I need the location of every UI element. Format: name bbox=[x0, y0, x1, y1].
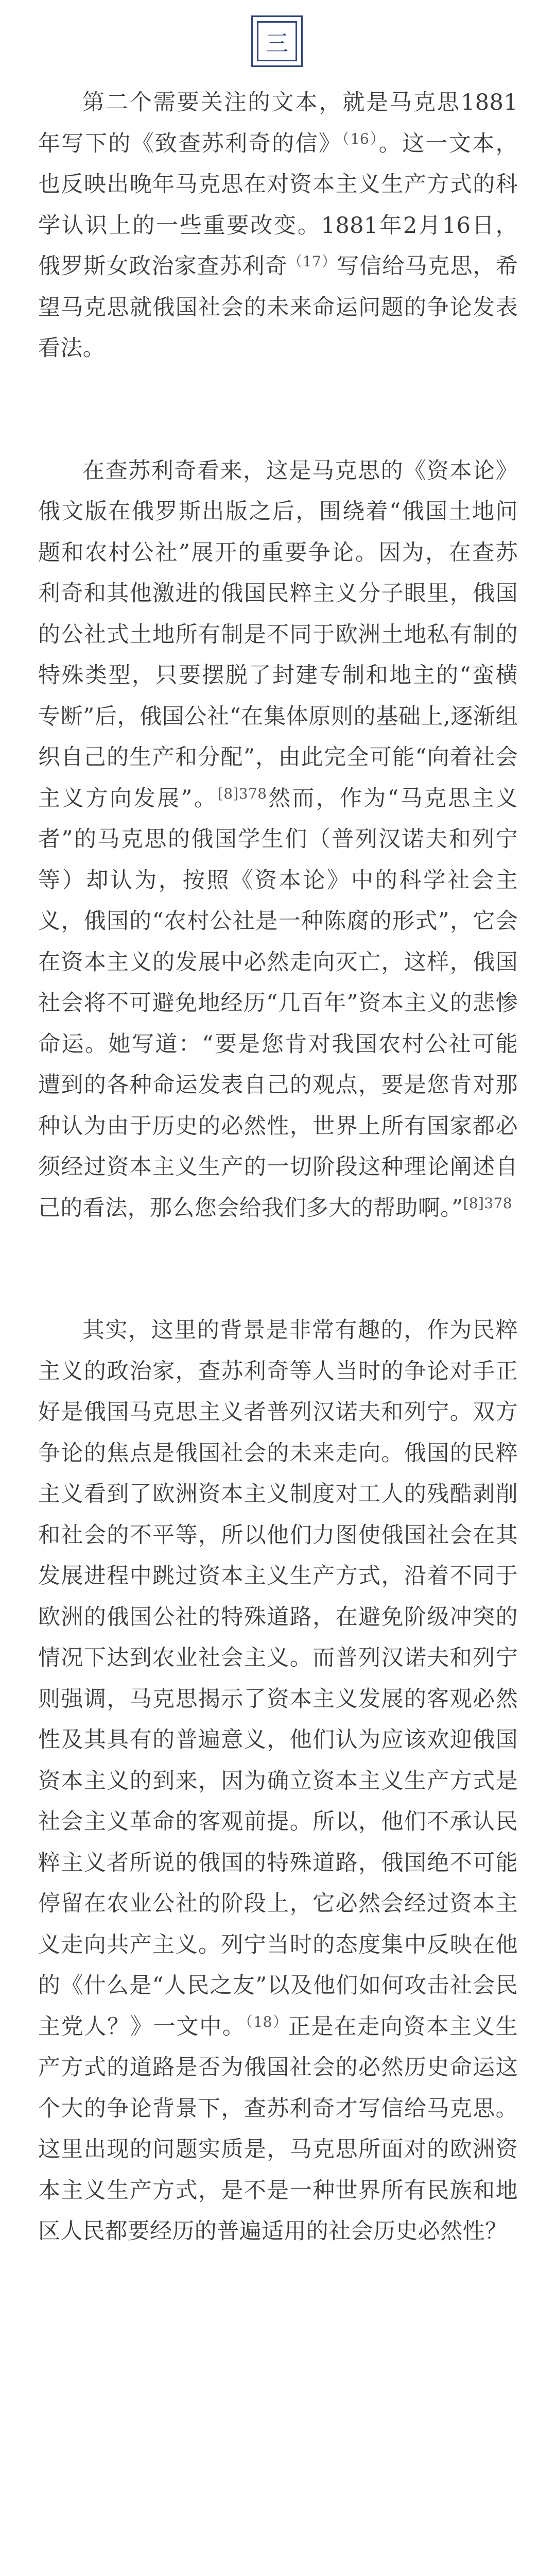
citation-marker: [8]378 bbox=[463, 1194, 512, 1212]
citation-marker: （18） bbox=[245, 2013, 288, 2030]
article-body bbox=[38, 82, 518, 2252]
citation-marker: （16） bbox=[342, 130, 379, 147]
paragraph-text: 然而，作为“马克思主义者”的马克思的俄国学生们（普列汉诺夫和列宁等）却认为，按照《资本论》中的科学社会主义，俄国的“农村公社是一种陈腐的形式”，它会在资本主义的发展中必然走向灭亡，这样，俄国社会将不可避免地经历“几百年”资本主义的悲惨命运。她写道：“要是您肯对我国农村公社可能遭到的各种命运发表自己的观点，要是您肯对那种认为由于历史的必然性，世界上所有国家都必须经过资本主义生产的一切阶段这种理论阐述自己的看法，那么您会给我们多大的帮助啊。” bbox=[38, 785, 518, 1221]
citation-marker: （17） bbox=[287, 253, 337, 270]
paragraph-text: 正是在走向资本主义生产方式的道路是否为俄国社会的必然历史命运这个大的争论背景下，查苏利奇才写信给马克思。这里出现的问题实质是，马克思所面对的欧洲资本主义生产方式，是不是一种世界所有民族和地区人民都要经历的普遍适用的社会历史必然性？ bbox=[38, 2013, 518, 2244]
citation-marker: [8]378 bbox=[217, 785, 267, 802]
paragraph-text: 其实，这里的背景是非常有趣的，作为民粹主义的政治家，查苏利奇等人当时的争论对手正好是俄国马克思主义者普列汉诺夫和列宁。双方争论的焦点是俄国社会的未来走向。俄国的民粹主义看到了欧洲资本主义制度对工人的残酷剥削和社会的不平等，所以他们力图使俄国社会在其发展进程中跳过资本主义生产方式，沿着不同于欧洲的俄国公社的特殊道路，在避免阶级冲突的情况下达到农业社会主义。而普列汉诺夫和列宁则强调，马克思揭示了资本主义发展的客观必然性及其具有的普遍意义，他们认为应该欢迎俄国资本主义的到来，因为确立资本主义生产方式是社会主义革命的客观前提。所以，他们不承认民粹主义者所说的俄国的特殊道路，俄国绝不可能停留在农业公社的阶段上，它必然会经过资本主义走向共产主义。列宁当时的态度集中反映在他的《什么是“人民之友”以及他们如何攻击社会民主党人？》一文中。 bbox=[38, 1317, 518, 2040]
paragraph-text: 。这一文本，也反映出晚年马克思在对资本主义生产方式的科学认识上的一些重要改变。1881年2月16日，俄罗斯女政治家查苏利奇 bbox=[38, 130, 518, 279]
paragraph-text: 写信给马克思，希望马克思就俄国社会的未来命运问题的争论发表看法。 bbox=[38, 253, 518, 361]
paragraph-text: 第二个需要关注的文本，就是马克思1881年写下的《致查苏利奇的信》 bbox=[38, 90, 518, 157]
paragraph-text: 在查苏利奇看来，这是马克思的《资本论》俄文版在俄罗斯出版之后，围绕着“俄国土地问题和农村公社”展开的重要争论。因为，在查苏利奇和其他激进的俄国民粹主义分子眼里，俄国的公社式土地所有制是不同于欧洲土地私有制的特殊类型，只要摆脱了封建专制和地主的“蛮横专断”后，俄国公社“在集体原则的基础上,逐渐组织自己的生产和分配”，由此完全可能“向着社会主义方向发展”。 bbox=[38, 457, 518, 811]
section-number: 三 bbox=[257, 21, 297, 61]
paragraph-background bbox=[38, 1310, 518, 2252]
section-number-badge bbox=[251, 15, 303, 67]
paragraph-russian-debate bbox=[38, 451, 518, 1229]
paragraph-zasulich-letter bbox=[38, 82, 518, 369]
